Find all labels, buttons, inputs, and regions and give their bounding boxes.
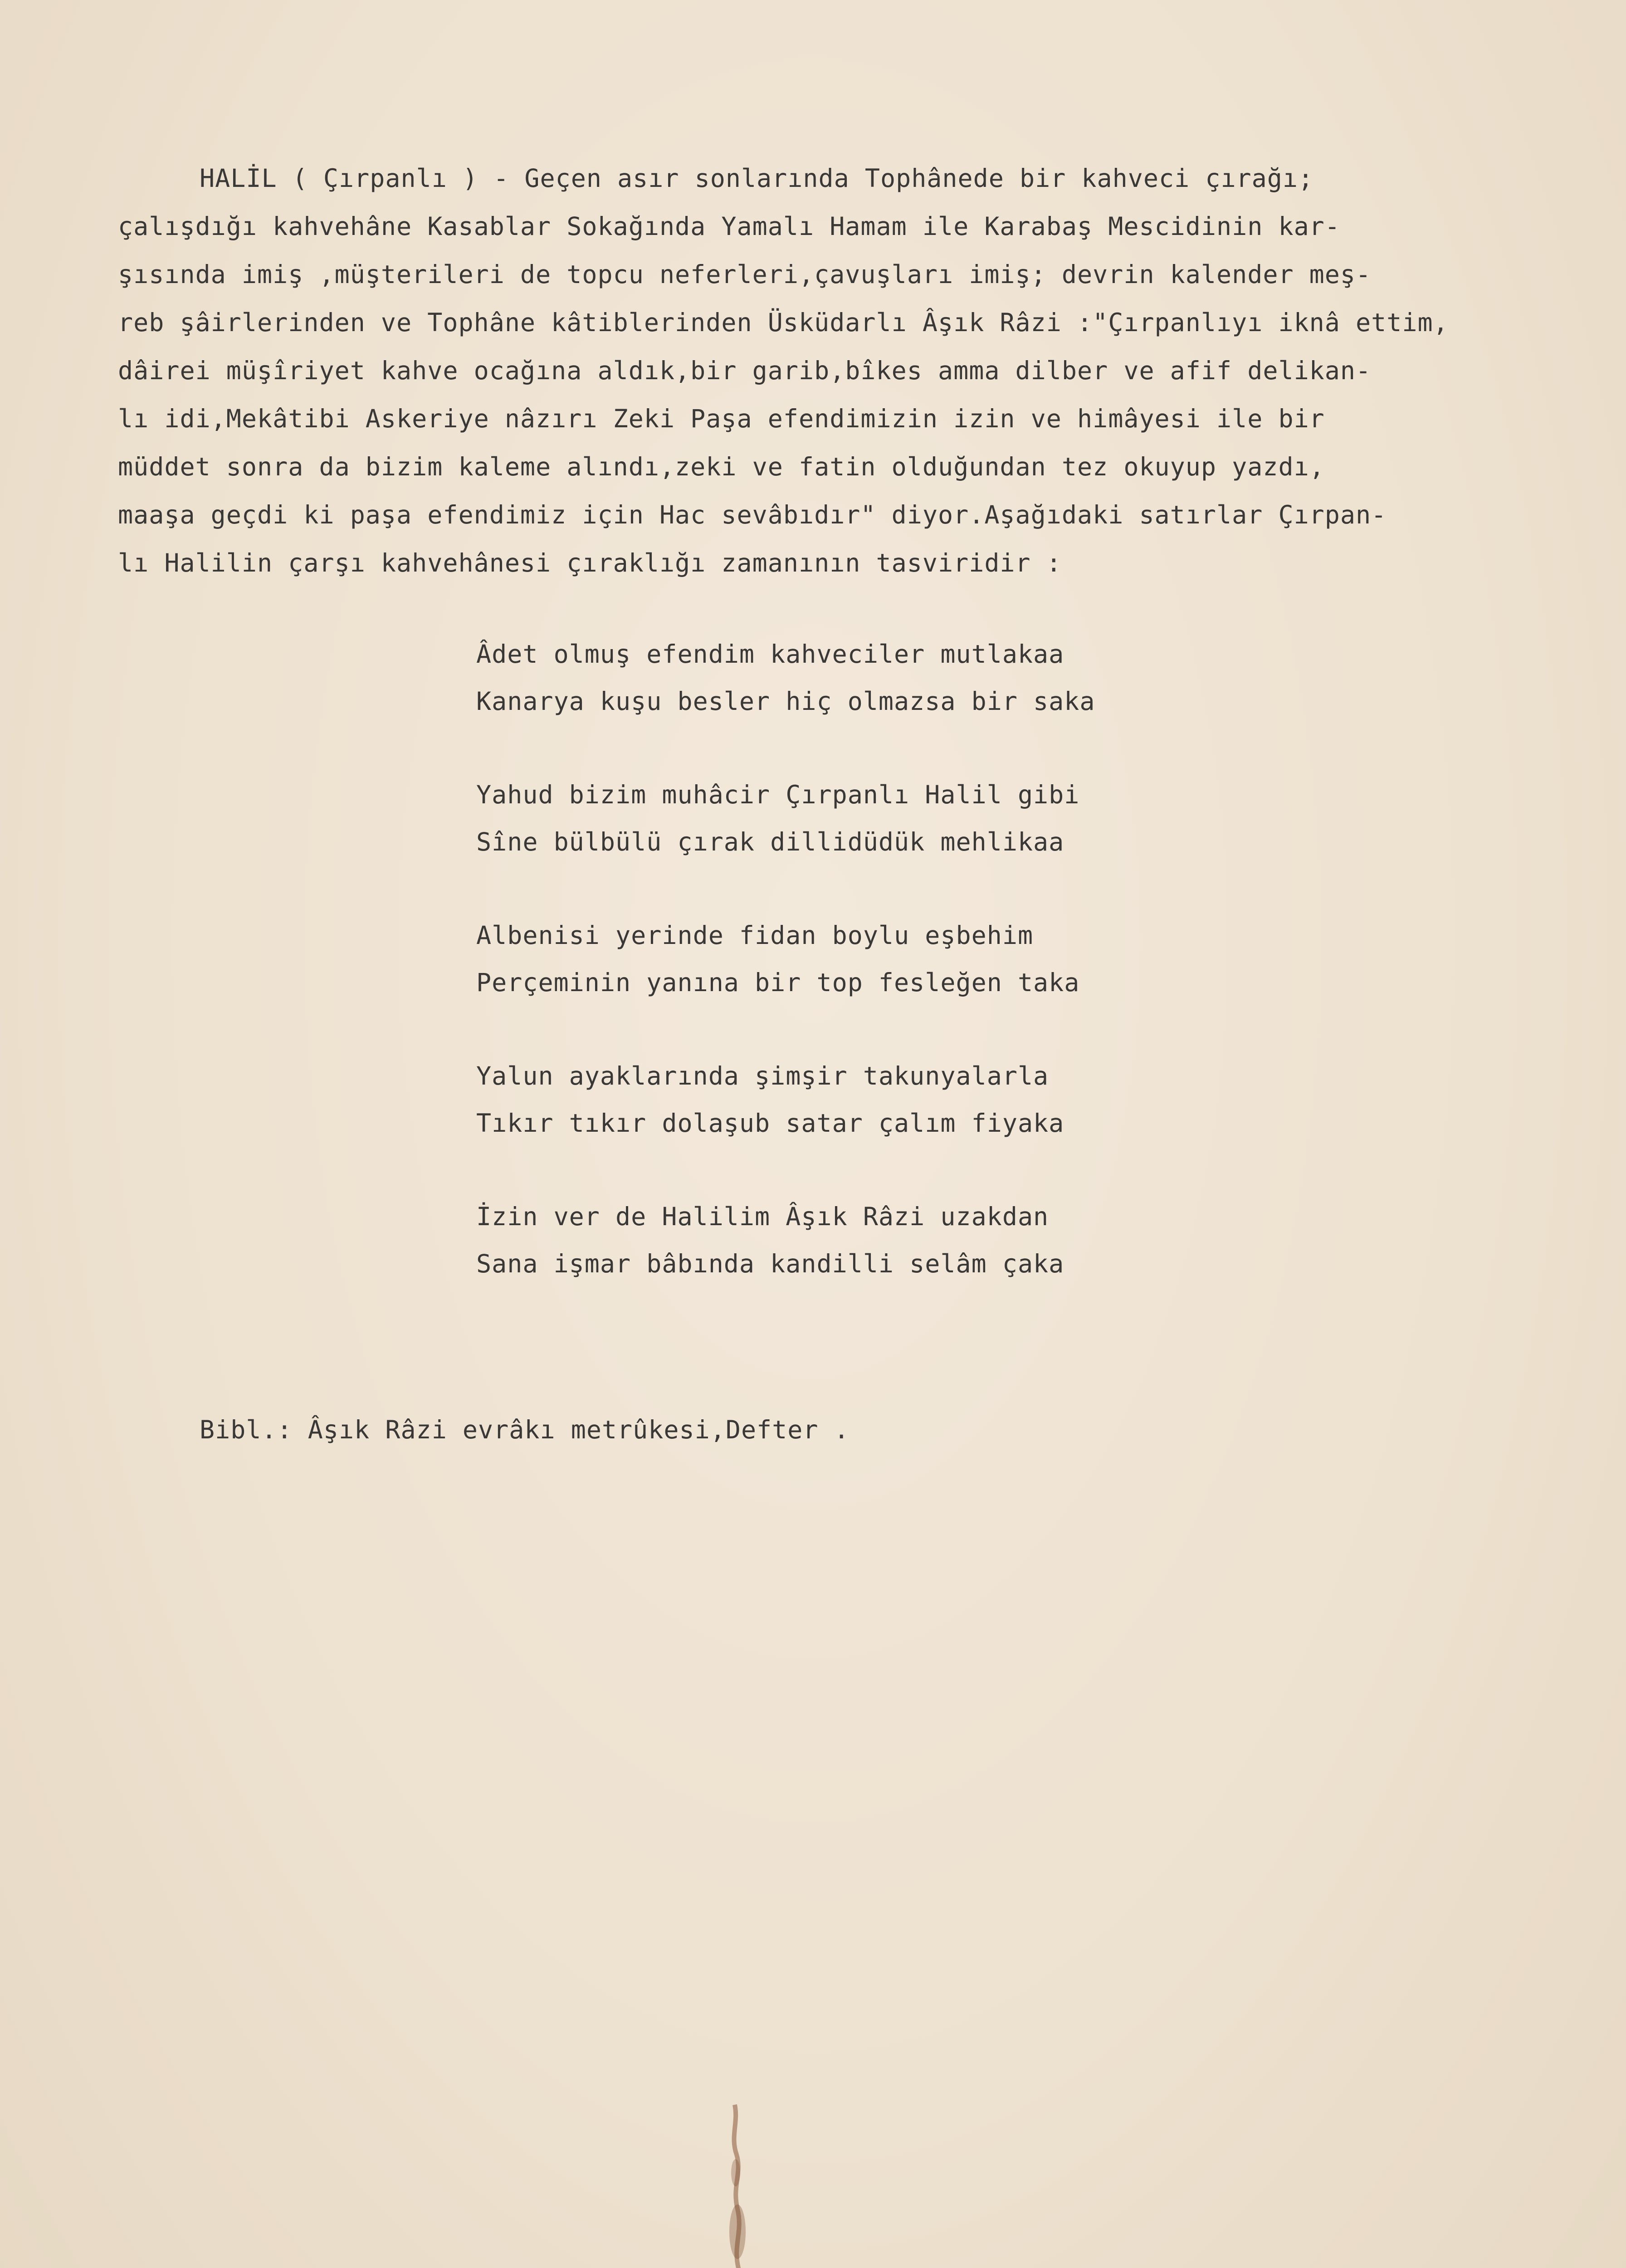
bibliography: Bibl.: Âşık Râzi evrâkı metrûkesi,Defter . — [200, 1415, 850, 1444]
poem-verse: Âdet olmuş efendim kahveciler mutlakaa — [476, 640, 1064, 669]
poem — [476, 631, 1383, 1334]
poem-verse: Yahud bizim muhâcir Çırpanlı Halil gibi — [476, 780, 1080, 809]
intro-line: çalışdığı kahvehâne Kasablar Sokağında Yamalı Hamam ile Karabaş Mescidinin kar- — [118, 212, 1340, 241]
poem-verse: İzin ver de Halilim Âşık Râzi uzakdan — [476, 1202, 1049, 1231]
intro-line: reb şâirlerinden ve Tophâne kâtiblerinden Üsküdarlı Âşık Râzi :"Çırpanlıyı iknâ ettim, — [118, 308, 1449, 337]
poem-stanza — [476, 771, 1383, 865]
intro-line: şısında imiş ,müşterileri de topcu neferleri,çavuşları imiş; devrin kalender meş- — [118, 260, 1372, 289]
poem-verse: Sîne bülbülü çırak dillidüdük mehlikaa — [476, 827, 1064, 856]
intro-line: lı idi,Mekâtibi Askeriye nâzırı Zeki Paşa efendimizin izin ve himâyesi ile bir — [118, 404, 1325, 433]
poem-stanza — [476, 912, 1383, 1006]
poem-stanza — [476, 1193, 1383, 1287]
poem-verse: Albenisi yerinde fidan boylu eşbehim — [476, 921, 1034, 950]
intro-line: dâirei müşîriyet kahve ocağına aldık,bir garib,bîkes amma dilber ve afif delikan- — [118, 356, 1372, 385]
intro-line: lı Halilin çarşı kahvehânesi çıraklığı zamanının tasviridir : — [118, 548, 1062, 577]
poem-verse: Yalun ayaklarında şimşir takunyalarla — [476, 1061, 1049, 1090]
poem-stanza — [476, 631, 1383, 725]
poem-verse: Kanarya kuşu besler hiç olmazsa bir saka — [476, 687, 1095, 716]
poem-verse: Perçeminin yanına bir top fesleğen taka — [476, 968, 1080, 997]
intro-line: HALİL ( Çırpanlı ) - Geçen asır sonlarında Tophânede bir kahveci çırağı; — [200, 164, 1314, 193]
poem-stanza — [476, 1052, 1383, 1147]
poem-verse: Tıkır tıkır dolaşub satar çalım fiyaka — [476, 1109, 1064, 1138]
intro-line: maaşa geçdi ki paşa efendimiz için Hac sevâbıdır" diyor.Aşağıdaki satırlar Çırpan- — [118, 500, 1387, 529]
paper-stain-icon — [717, 2096, 757, 2268]
intro-line: müddet sonra da bizim kaleme alındı,zeki ve fatin olduğundan tez okuyup yazdı, — [118, 452, 1325, 481]
poem-verse: Sana işmar bâbında kandilli selâm çaka — [476, 1249, 1064, 1278]
intro-paragraph — [118, 154, 1538, 587]
